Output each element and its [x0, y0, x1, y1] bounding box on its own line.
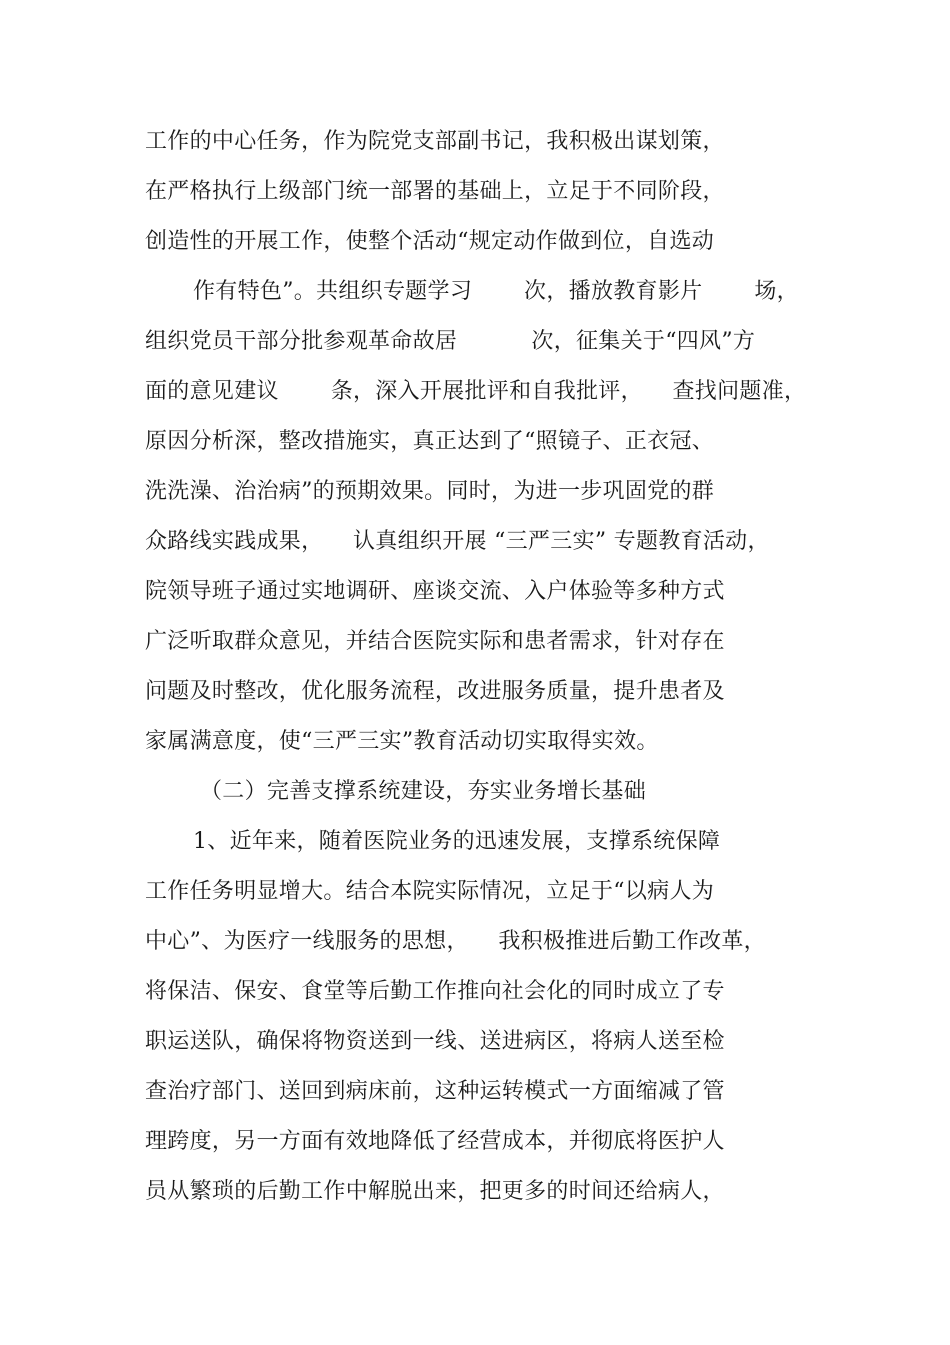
- text-line: 洗洗澡、治治病”的预期效果。同时，为进一步巩固党的群: [145, 479, 715, 504]
- text-line: 作有特色”。共组织专题学习 次，播放教育影片 场，: [193, 279, 799, 304]
- text-line: 将保洁、保安、食堂等后勤工作推向社会化的同时成立了专: [145, 979, 725, 1004]
- text-line: 理跨度，另一方面有效地降低了经营成本，并彻底将医护人: [145, 1129, 725, 1154]
- text-line: 查治疗部门、送回到病床前，这种运转模式一方面缩减了管: [145, 1079, 725, 1104]
- text-line: 问题及时整改，优化服务流程，改进服务质量，提升患者及: [145, 679, 725, 704]
- text-line: 在严格执行上级部门统一部署的基础上，立足于不同阶段，: [145, 179, 725, 204]
- text-line: 面的意见建议 条，深入开展批评和自我批评， 查找问题准，: [145, 379, 807, 404]
- text-line: 工作任务明显增大。结合本院实际情况，立足于“以病人为: [145, 879, 715, 904]
- text-line: 广泛听取群众意见，并结合医院实际和患者需求，针对存在: [145, 629, 725, 654]
- text-line: 众路线实践成果， 认真组织开展 “三严三实” 专题教育活动，: [145, 529, 770, 554]
- text-line: 员从繁琐的后勤工作中解脱出来，把更多的时间还给病人，: [145, 1179, 725, 1204]
- text-line: 院领导班子通过实地调研、座谈交流、入户体验等多种方式: [145, 579, 725, 604]
- text-line: 创造性的开展工作，使整个活动“规定动作做到位，自选动: [145, 229, 715, 254]
- text-line: 1、近年来，随着医院业务的迅速发展，支撑系统保障: [193, 829, 721, 854]
- text-line: 组织党员干部分批参观革命故居 次，征集关于“四风”方: [145, 329, 756, 354]
- text-line: 原因分析深，整改措施实，真正达到了“照镜子、正衣冠、: [145, 429, 715, 454]
- text-line: 职运送队，确保将物资送到一线、送进病区，将病人送至检: [145, 1029, 725, 1054]
- text-line: 工作的中心任务，作为院党支部副书记，我积极出谋划策，: [145, 129, 725, 154]
- text-line: 中心”、为医疗一线服务的思想， 我积极推进后勤工作改革，: [145, 929, 766, 954]
- text-line: 家属满意度，使“三严三实”教育活动切实取得实效。: [145, 729, 659, 754]
- section-heading: （二）完善支撑系统建设，夯实业务增长基础: [200, 779, 647, 804]
